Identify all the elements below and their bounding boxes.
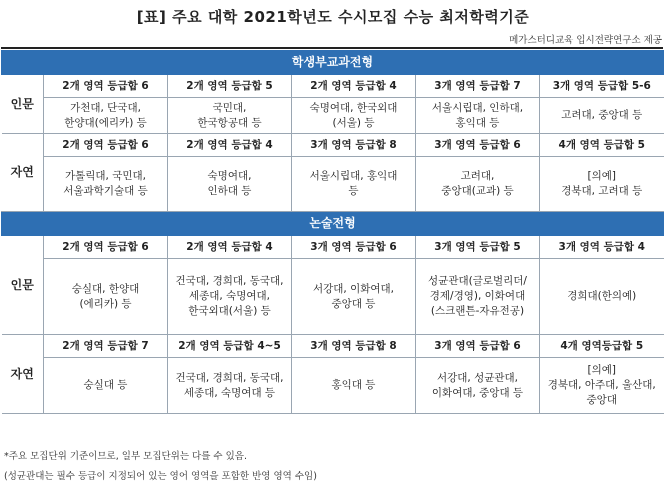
criteria-header: 2개 영역 등급합 4~5 (168, 335, 292, 358)
criteria-header: 3개 영역 등급합 8 (292, 335, 416, 358)
university-list: 서울시립대, 홍익대 등 (292, 157, 416, 212)
criteria-header: 2개 영역 등급합 6 (44, 134, 168, 157)
university-list: 건국대, 경희대, 동국대, 세종대, 숙명여대, 한국외대(서울) 등 (168, 259, 292, 335)
criteria-header: 4개 영역 등급합 5 (540, 134, 664, 157)
criteria-header: 3개 영역 등급합 7 (416, 75, 540, 98)
track-label: 자연 (2, 134, 44, 212)
university-list: 홍익대 등 (292, 358, 416, 414)
criteria-header: 2개 영역 등급합 5 (168, 75, 292, 98)
criteria-header: 3개 영역 등급합 4 (540, 236, 664, 259)
section-header: 논술전형 (2, 212, 664, 236)
criteria-header: 3개 영역 등급합 6 (416, 335, 540, 358)
footnote-1: *주요 모집단위 기준이므로, 일부 모집단위는 다를 수 있음. (4, 451, 247, 462)
criteria-header: 3개 영역 등급합 5-6 (540, 75, 664, 98)
university-list: 서울시립대, 인하대, 홍익대 등 (416, 98, 540, 134)
university-list: 고려대, 중앙대(교과) 등 (416, 157, 540, 212)
university-list: 경희대(한의예) (540, 259, 664, 335)
university-list: [의예] 경북대, 고려대 등 (540, 157, 664, 212)
university-list: [의예] 경북대, 아주대, 울산대, 중앙대 (540, 358, 664, 414)
criteria-header: 2개 영역 등급합 6 (44, 236, 168, 259)
criteria-header: 2개 영역 등급합 7 (44, 335, 168, 358)
university-list: 서강대, 성균관대, 이화여대, 중앙대 등 (416, 358, 540, 414)
section-header: 학생부교과전형 (2, 51, 664, 75)
criteria-header: 3개 영역 등급합 8 (292, 134, 416, 157)
criteria-header: 3개 영역 등급합 6 (416, 134, 540, 157)
university-list: 숙명여대, 인하대 등 (168, 157, 292, 212)
criteria-header: 2개 영역 등급합 4 (292, 75, 416, 98)
criteria-header: 2개 영역 등급합 6 (44, 75, 168, 98)
criteria-header: 3개 영역 등급합 5 (416, 236, 540, 259)
university-list: 국민대, 한국항공대 등 (168, 98, 292, 134)
university-list: 건국대, 경희대, 동국대, 세종대, 숙명여대 등 (168, 358, 292, 414)
criteria-header: 3개 영역 등급합 6 (292, 236, 416, 259)
track-label: 인문 (2, 75, 44, 134)
criteria-header: 4개 영역등급합 5 (540, 335, 664, 358)
footnote-2: (성균관대는 필수 등급이 지정되어 있는 영어 영역을 포함한 반영 영역 수임) (4, 471, 317, 482)
source-credit: 메가스터디교육 입시전략연구소 제공 (509, 35, 662, 46)
track-label: 인문 (2, 236, 44, 335)
university-list: 숙명여대, 한국외대 (서울) 등 (292, 98, 416, 134)
university-list: 성균관대(글로벌리더/ 경제/경영), 이화여대 (스크랜튼-자유전공) (416, 259, 540, 335)
university-list: 가천대, 단국대, 한양대(에리카) 등 (44, 98, 168, 134)
university-list: 숭실대 등 (44, 358, 168, 414)
university-list: 서강대, 이화여대, 중앙대 등 (292, 259, 416, 335)
top-rule (1, 47, 663, 49)
criteria-header: 2개 영역 등급합 4 (168, 236, 292, 259)
track-label: 자연 (2, 335, 44, 414)
criteria-table (1, 50, 664, 414)
university-list: 숭실대, 한양대 (에리카) 등 (44, 259, 168, 335)
page-title: [표] 주요 대학 2021학년도 수시모집 수능 최저학력기준 (136, 8, 530, 26)
criteria-header: 2개 영역 등급합 4 (168, 134, 292, 157)
university-list: 고려대, 중앙대 등 (540, 98, 664, 134)
university-list: 가톨릭대, 국민대, 서울과학기술대 등 (44, 157, 168, 212)
